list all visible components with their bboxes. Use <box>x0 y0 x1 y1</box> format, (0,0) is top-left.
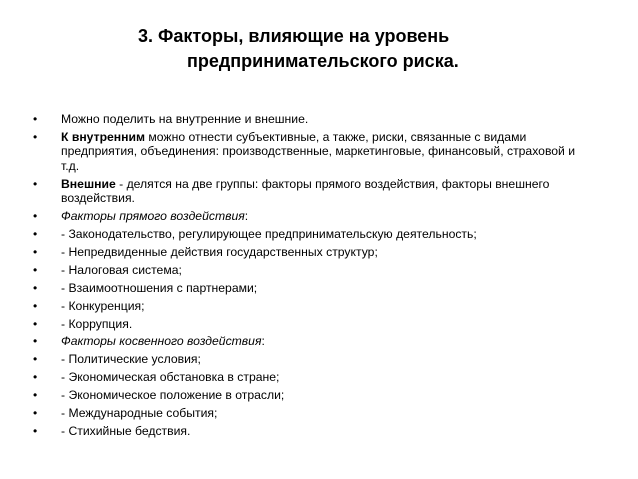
bullet-dot-icon: • <box>33 334 38 349</box>
bullet-item <box>33 352 593 367</box>
slide-title-line-2: предпринимательского риска. <box>187 51 459 71</box>
bullet-item <box>33 424 593 439</box>
bullet-dot-icon: • <box>33 423 38 438</box>
bullet-text-segment: Можно поделить на внутренние и внешние. <box>61 112 309 126</box>
bullet-item <box>33 370 593 385</box>
bullet-dot-icon: • <box>33 209 38 224</box>
bullet-item <box>33 245 593 260</box>
bullet-text-segment: - делятся на две группы: факторы прямого воздействия, факторы внешнего воздействия. <box>61 176 550 206</box>
bullet-item <box>33 281 593 296</box>
bullet-dot-icon: • <box>33 405 38 420</box>
bullet-dot-icon: • <box>33 298 38 313</box>
bullet-text-segment: - Налоговая система; <box>61 262 182 277</box>
bullet-text-segment: - Законодательство, регулирующее предпринимательскую деятельность; <box>61 227 477 242</box>
bullet-dot-icon: • <box>33 227 38 242</box>
bullet-text-segment: можно отнести субъективные, а также, риски, связанные с видами предприятия, объединения: производственные, маркетинговые, финансовый, страховой и т.д. <box>61 129 576 173</box>
bullet-dot-icon: • <box>33 262 38 277</box>
bullet-dot-icon: • <box>33 244 38 259</box>
bullet-text-segment: - Взаимоотношения с партнерами; <box>61 280 258 295</box>
bullet-list <box>33 112 593 442</box>
bullet-text-segment: - Экономическая обстановка в стране; <box>61 370 280 385</box>
bullet-item <box>33 177 593 206</box>
bullet-text-segment: - Стихийные бедствия. <box>61 423 191 438</box>
bullet-item <box>33 130 593 174</box>
bullet-dot-icon: • <box>33 176 38 191</box>
bullet-item <box>33 388 593 403</box>
bullet-dot-icon: • <box>33 370 38 385</box>
bullet-text-segment: : <box>244 209 249 224</box>
bullet-item <box>33 334 593 349</box>
bullet-text-segment: К внутренним <box>61 129 146 144</box>
bullet-text-segment: - Экономическое положение в отрасли; <box>61 388 285 403</box>
bullet-text-segment: - Конкуренция; <box>61 298 145 313</box>
bullet-dot-icon: • <box>33 280 38 295</box>
bullet-item <box>33 317 593 332</box>
slide-title <box>0 24 638 74</box>
bullet-text-segment: - Непредвиденные действия государственных структур; <box>61 244 378 259</box>
bullet-item <box>33 227 593 242</box>
bullet-dot-icon: • <box>33 352 38 367</box>
bullet-dot-icon: • <box>33 316 38 331</box>
bullet-text-segment: - Политические условия; <box>61 352 201 367</box>
bullet-text-segment: - Коррупция. <box>61 316 133 331</box>
bullet-text-segment: - Международные события; <box>61 405 218 420</box>
bullet-item <box>33 209 593 224</box>
bullet-text-segment: Факторы прямого воздействия <box>61 209 245 224</box>
bullet-item <box>33 299 593 314</box>
slide-title-line-1: 3. Факторы, влияющие на уровень <box>138 26 450 46</box>
bullet-item <box>33 406 593 421</box>
bullet-text-segment: Внешние <box>61 176 116 191</box>
bullet-text-segment: : <box>261 334 265 349</box>
bullet-item <box>33 112 593 127</box>
bullet-dot-icon: • <box>33 129 38 144</box>
bullet-text-segment: Факторы косвенного воздействия <box>61 334 262 349</box>
bullet-dot-icon: • <box>33 112 38 126</box>
bullet-item <box>33 263 593 278</box>
bullet-dot-icon: • <box>33 388 38 403</box>
